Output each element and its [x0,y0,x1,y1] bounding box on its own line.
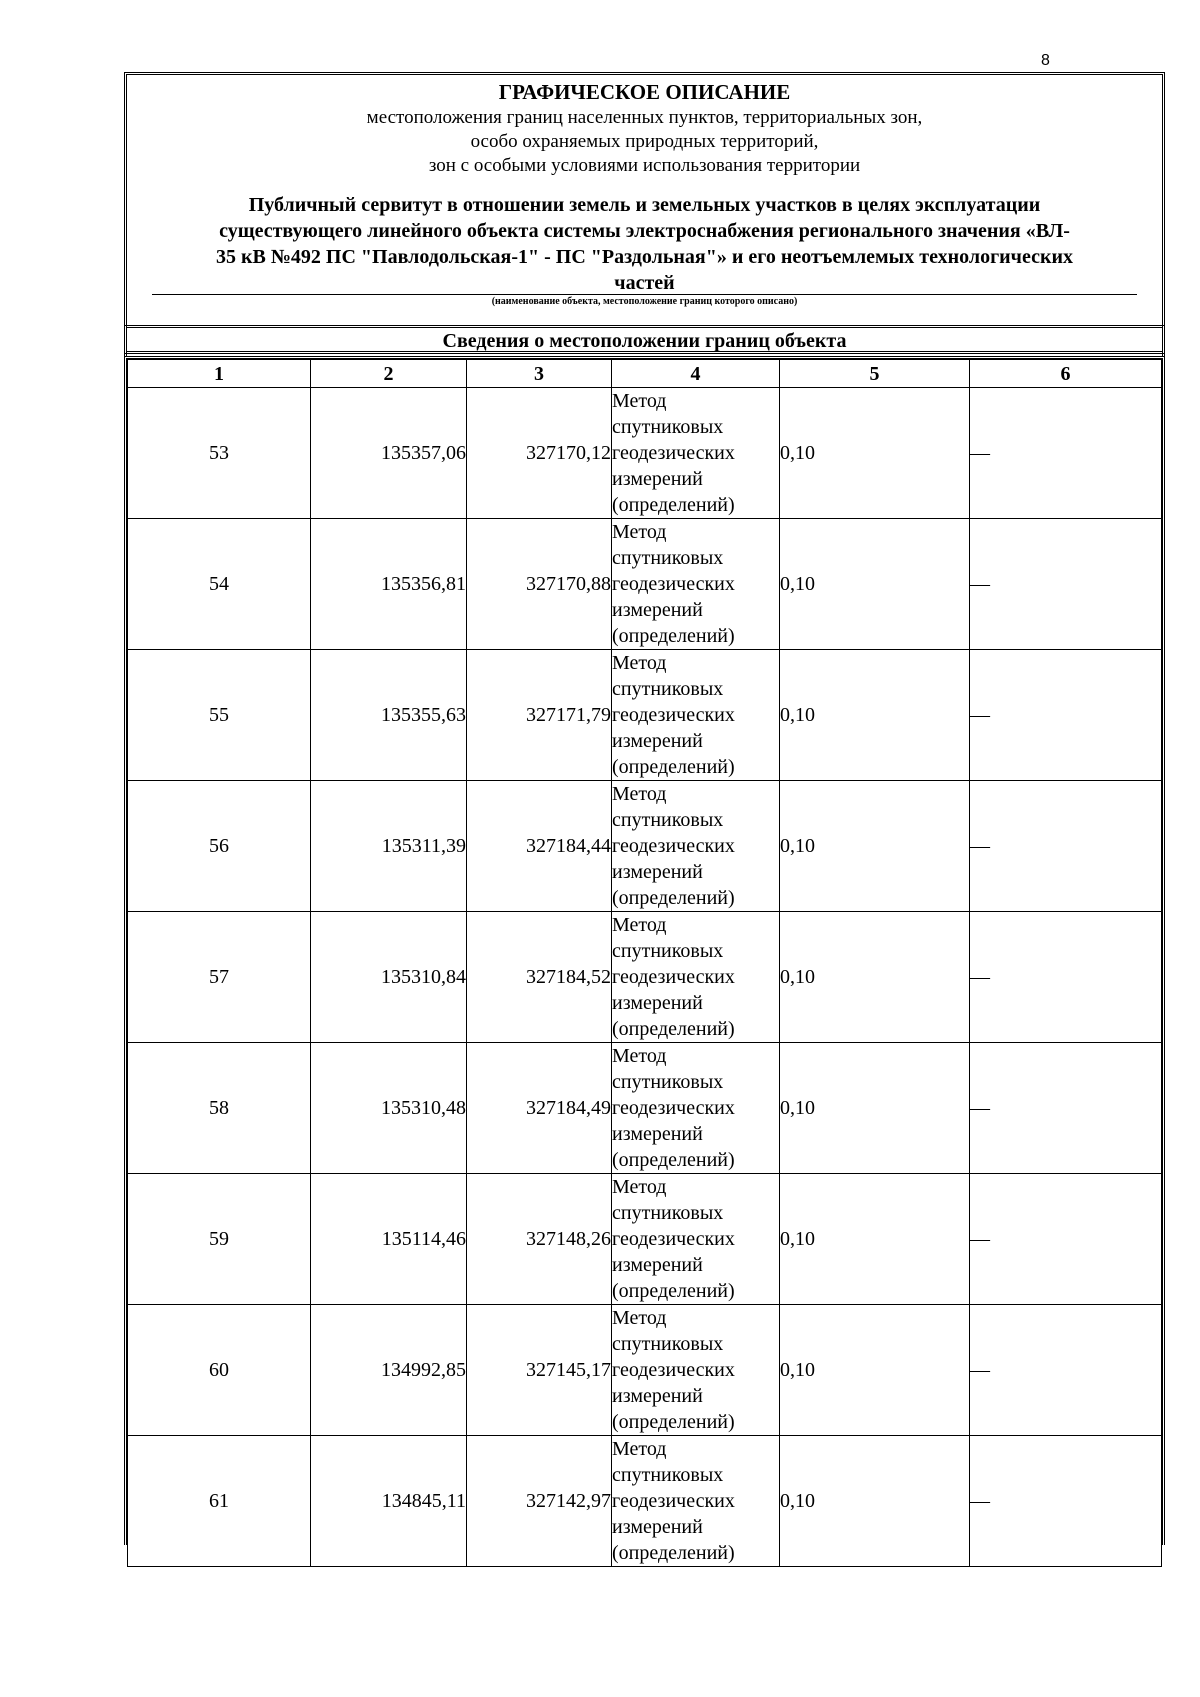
table-row [128,1436,1162,1567]
subtitle-line-3: зон с особыми условиями использования территории [428,155,861,176]
object-line-2: существующего линейного объекта системы электроснабжения регионального значения «ВЛ- [219,220,1070,242]
method-line: измерений [612,861,703,883]
document-header [124,72,1165,354]
point-number-cell: 58 [128,1043,311,1174]
column-header-2: 2 [311,360,467,388]
accuracy-cell: 0,10 [780,1043,970,1174]
method-line: Метод [612,390,667,412]
description-cell: — [970,781,1162,912]
description-cell: — [970,1436,1162,1567]
accuracy-cell: 0,10 [780,912,970,1043]
method-line: геодезических [612,1228,735,1250]
accuracy-cell: 0,10 [780,519,970,650]
method-line: Метод [612,1307,667,1329]
method-line: Метод [612,1176,667,1198]
method-line: геодезических [612,835,735,857]
method-line: (определений) [612,1149,735,1171]
method-line: геодезических [612,573,735,595]
accuracy-cell: 0,10 [780,1305,970,1436]
method-line: спутниковых [612,547,724,569]
y-coordinate-cell: 327184,44 [467,781,612,912]
point-number-cell: 55 [128,650,311,781]
x-coordinate-cell: 135355,63 [311,650,467,781]
y-coordinate-cell: 327170,88 [467,519,612,650]
object-caption: (наименование объекта, местоположение границ которого описано) [491,296,798,307]
x-coordinate-cell: 135310,48 [311,1043,467,1174]
method-line: (определений) [612,887,735,909]
method-line: измерений [612,1385,703,1407]
method-cell [612,912,780,1043]
method-line: геодезических [612,442,735,464]
x-coordinate-cell: 135311,39 [311,781,467,912]
method-line: геодезических [612,966,735,988]
description-cell: — [970,519,1162,650]
method-line: геодезических [612,1097,735,1119]
description-cell: — [970,388,1162,519]
underline-rule [152,294,1137,295]
method-line: спутниковых [612,416,724,438]
point-number-cell: 54 [128,519,311,650]
method-line: (определений) [612,756,735,778]
object-line-1: Публичный сервитут в отношении земель и земельных участков в целях эксплуатации [248,194,1041,216]
method-line: (определений) [612,625,735,647]
subtitle-line-1: местоположения границ населенных пунктов, территориальных зон, [366,107,923,128]
method-line: геодезических [612,704,735,726]
x-coordinate-cell: 134992,85 [311,1305,467,1436]
description-cell: — [970,650,1162,781]
y-coordinate-cell: 327170,12 [467,388,612,519]
x-coordinate-cell: 135357,06 [311,388,467,519]
x-coordinate-cell: 135114,46 [311,1174,467,1305]
table-row [128,388,1162,519]
column-header-1: 1 [128,360,311,388]
accuracy-cell: 0,10 [780,650,970,781]
page-number: 8 [1041,52,1050,69]
table-row [128,650,1162,781]
point-number-cell: 53 [128,388,311,519]
method-line: (определений) [612,1411,735,1433]
y-coordinate-cell: 327145,17 [467,1305,612,1436]
method-line: спутниковых [612,1202,724,1224]
column-header-3: 3 [467,360,612,388]
method-line: (определений) [612,1018,735,1040]
table-row [128,1174,1162,1305]
method-line: измерений [612,468,703,490]
method-line: измерений [612,1123,703,1145]
method-line: спутниковых [612,1071,724,1093]
method-line: спутниковых [612,940,724,962]
point-number-cell: 57 [128,912,311,1043]
method-line: спутниковых [612,1464,724,1486]
method-line: измерений [612,1254,703,1276]
accuracy-cell: 0,10 [780,1174,970,1305]
description-cell: — [970,1043,1162,1174]
subtitle-line-2: особо охраняемых природных территорий, [470,131,819,152]
method-line: Метод [612,521,667,543]
description-cell: — [970,912,1162,1043]
column-header-5: 5 [780,360,970,388]
y-coordinate-cell: 327142,97 [467,1436,612,1567]
y-coordinate-cell: 327148,26 [467,1174,612,1305]
section-title: Сведения о местоположении границ объекта [124,325,1165,356]
method-cell [612,1174,780,1305]
method-line: Метод [612,914,667,936]
x-coordinate-cell: 135310,84 [311,912,467,1043]
method-line: Метод [612,652,667,674]
method-line: измерений [612,1516,703,1538]
y-coordinate-cell: 327184,52 [467,912,612,1043]
method-line: измерений [612,599,703,621]
object-line-3: 35 кВ №492 ПС "Павлодольская-1" - ПС "Раздольная"» и его неотъемлемых технологических [215,246,1074,268]
method-line: геодезических [612,1359,735,1381]
method-line: измерений [612,730,703,752]
method-cell [612,1043,780,1174]
method-line: Метод [612,783,667,805]
point-number-cell: 59 [128,1174,311,1305]
point-number-cell: 61 [128,1436,311,1567]
y-coordinate-cell: 327184,49 [467,1043,612,1174]
method-line: спутниковых [612,678,724,700]
method-cell [612,1436,780,1567]
y-coordinate-cell: 327171,79 [467,650,612,781]
table-row [128,1305,1162,1436]
coordinates-table [127,359,1162,1567]
table-row [128,781,1162,912]
coordinates-table-wrap [124,356,1165,1564]
method-line: (определений) [612,1280,735,1302]
method-line: Метод [612,1045,667,1067]
method-line: (определений) [612,1542,735,1564]
accuracy-cell: 0,10 [780,388,970,519]
column-header-6: 6 [970,360,1162,388]
method-cell [612,1305,780,1436]
object-line-4: частей [614,272,675,294]
method-cell [612,388,780,519]
point-number-cell: 56 [128,781,311,912]
point-number-cell: 60 [128,1305,311,1436]
table-header-row [128,360,1162,388]
description-cell: — [970,1305,1162,1436]
table-row [128,1043,1162,1174]
method-cell [612,650,780,781]
object-name [147,192,1142,296]
x-coordinate-cell: 135356,81 [311,519,467,650]
accuracy-cell: 0,10 [780,781,970,912]
method-line: геодезических [612,1490,735,1512]
table-row [128,912,1162,1043]
method-line: спутниковых [612,1333,724,1355]
method-line: спутниковых [612,809,724,831]
column-header-4: 4 [612,360,780,388]
accuracy-cell: 0,10 [780,1436,970,1567]
method-cell [612,781,780,912]
method-line: измерений [612,992,703,1014]
x-coordinate-cell: 134845,11 [311,1436,467,1567]
table-row [128,519,1162,650]
method-line: Метод [612,1438,667,1460]
method-cell [612,519,780,650]
description-cell: — [970,1174,1162,1305]
document-title: ГРАФИЧЕСКОЕ ОПИСАНИЕ [498,80,791,104]
method-line: (определений) [612,494,735,516]
